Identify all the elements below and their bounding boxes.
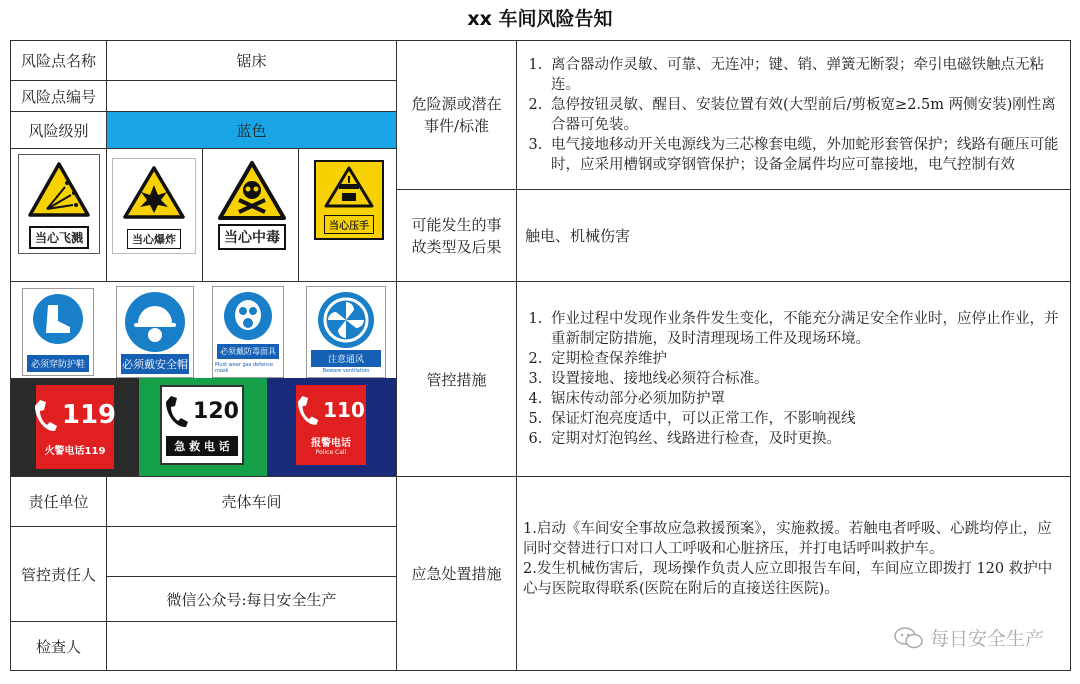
control-item: 6. 定期对灯泡钨丝、线路进行检查，及时更换。 [547,429,1062,449]
inspector-label: 检查人 [10,621,107,671]
watermark [894,624,1044,651]
inspector-value [106,621,397,671]
mandatory-sign-shoes [22,288,94,376]
phone-sign-ambulance [160,385,244,465]
safety-helmet-icon [124,291,186,353]
phone-sign-police [296,385,366,465]
warning-sign-explosion [112,158,196,254]
emergency-label: 应急处置措施 [396,476,517,671]
accident-value: 触电、机械伤害 [516,189,1071,282]
wechat-icon [894,626,924,650]
hazard-item: 1. 离合器动作灵敏、可靠、无连冲；键、销、弹簧无断裂；牵引电磁铁触点无粘连。 [547,55,1062,95]
mandatory-sign-sublabel: Must wear gas defence mask [215,362,274,374]
mandatory-sign-label: 必须戴安全帽 [121,354,189,374]
phone-icon [34,398,60,432]
unit-value: 壳体车间 [106,476,397,527]
phone-icon [297,394,321,426]
phone-number: 110 [323,398,365,422]
control-item: 3. 设置接地、接地线必须符合标准。 [547,369,1062,389]
mandatory-sign-mask [212,286,284,378]
warning-sign-label: 当心飞溅 [29,226,89,249]
control-item: 2. 定期检查保养维护 [547,349,1062,369]
risk-code-label: 风险点编号 [10,80,107,112]
control-item: 5. 保证灯泡亮度适中，可以正常工作，不影响视线 [547,409,1062,429]
control-item: 1. 作业过程中发现作业条件发生变化，不能充分满足安全作业时，应停止作业，并重新制定防措施，及时清理现场工件及现场环境。 [547,309,1062,349]
phone-number: 119 [61,399,117,430]
phone-sign-fire [36,385,117,469]
person-value-2: 微信公众号:每日安全生产 [106,576,397,622]
control-label: 管控措施 [396,281,517,477]
mandatory-sign-label: 注意通风 [311,350,381,367]
hazard-content [516,40,1071,190]
warning-sign-label: 当心压手 [324,215,374,234]
phone-label: 急 救 电 话 [166,436,238,456]
person-label: 管控责任人 [10,526,107,622]
poison-warning-icon [217,160,287,222]
risk-name-value: 锯床 [106,40,397,81]
warning-sign-label: 当心中毒 [218,224,286,250]
page-title: xx 车间风险告知 [467,8,613,30]
control-item: 4. 锯床传动部分必须加防护罩 [547,389,1062,409]
mandatory-sign-helmet [116,286,194,378]
warning-sign-label: 当心爆炸 [127,229,181,249]
emergency-item: 1.启动《车间安全事故应急救援预案》，实施救援。若触电者呼吸、心跳均停止，应同时交替进行口对口人工呼吸和心脏挤压，并打电话呼叫救护车。 [523,520,1052,557]
phone-label: 报警电话 [311,438,351,449]
phone-icon [165,394,191,428]
person-value-1 [106,526,397,577]
accident-label: 可能发生的事故类型及后果 [396,189,517,282]
hazard-label: 危险源或潜在事件/标准 [396,40,517,190]
warning-sign-splash [18,154,100,254]
risk-level-label: 风险级别 [10,111,107,149]
emergency-item: 2.发生机械伤害后，现场操作负责人应立即报告车间，车间应立即拨打 120 救护中心与医院取得联系(医院在附后的直接送往医院)。 [523,560,1053,597]
phone-sublabel: Police Call [315,449,347,456]
hazard-list [517,55,1062,175]
hand-crush-warning-icon [324,166,374,208]
risk-name-label: 风险点名称 [10,40,107,81]
splash-warning-icon [27,161,91,219]
gas-mask-icon [223,291,273,341]
mandatory-sign-label: 必须穿防护鞋 [27,355,89,372]
safety-shoes-icon [32,293,84,345]
warning-sign-poison [212,154,292,254]
control-list [517,309,1062,449]
risk-level-value: 蓝色 [106,111,397,149]
ventilation-fan-icon [317,291,375,349]
explosion-warning-icon [122,165,186,221]
watermark-text: 每日安全生产 [929,628,1044,650]
hazard-item: 2. 急停按钮灵敏、醒目、安装位置有效(大型前后/剪板宽≥2.5m 两侧安装)刚性离合器可免装。 [547,95,1062,135]
mandatory-sign-sublabel: Beware ventilation [322,368,370,374]
mandatory-sign-label: 必须戴防毒面具 [217,344,279,359]
phone-number: 120 [193,398,239,424]
hazard-item: 3. 电气接地移动开关电源线为三芯橡套电缆，外加蛇形套管保护；线路有砸压可能时，应采用槽钢或穿钢管保护；设备金属件均应可靠接地，电气控制有效 [547,135,1062,175]
control-content [516,281,1071,477]
warning-sign-hand [314,160,384,240]
risk-code-value [106,80,397,112]
phone-label: 火警电话119 [44,445,106,457]
mandatory-sign-ventilation [306,286,386,378]
unit-label: 责任单位 [10,476,107,527]
